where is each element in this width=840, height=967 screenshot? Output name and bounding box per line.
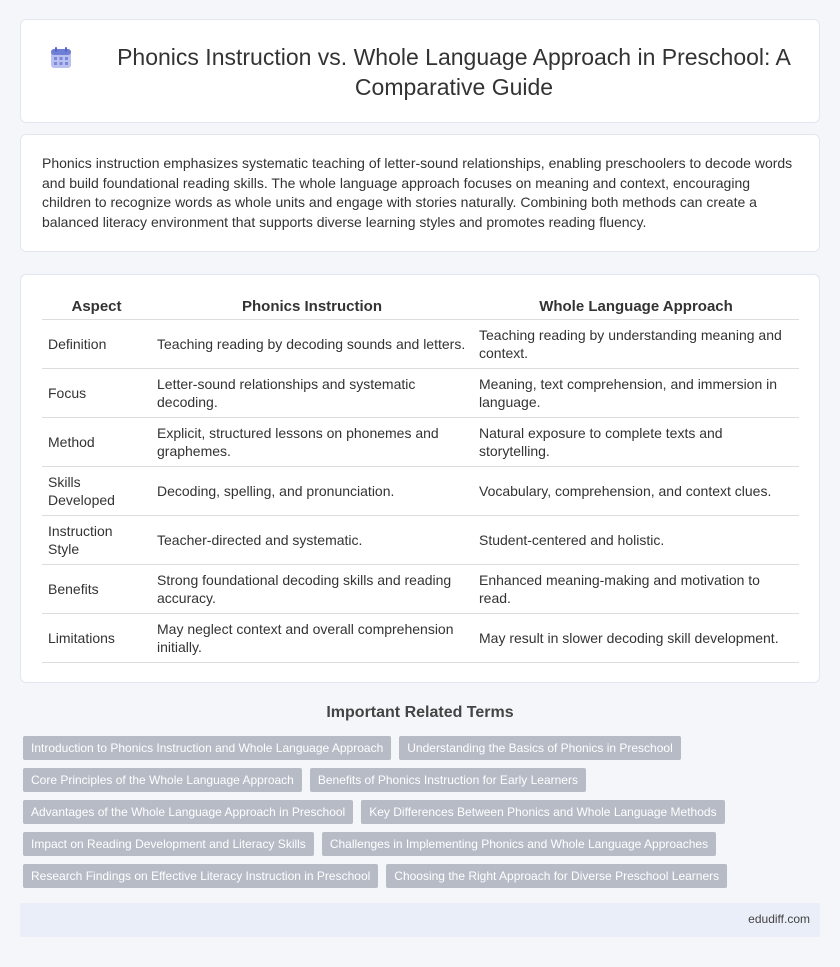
phonics-cell: May neglect context and overall comprehension initially. — [151, 613, 473, 662]
related-term-link[interactable]: Understanding the Basics of Phonics in Preschool — [399, 736, 680, 760]
related-term-link[interactable]: Benefits of Phonics Instruction for Early Learners — [310, 768, 586, 792]
comparison-table — [42, 295, 799, 663]
aspect-cell: Skills Developed — [42, 466, 151, 515]
related-term-link[interactable]: Advantages of the Whole Language Approach in Preschool — [23, 800, 353, 824]
footer — [20, 903, 820, 937]
tag-row — [23, 832, 823, 856]
whole-language-cell: Meaning, text comprehension, and immersion in language. — [473, 368, 799, 417]
header-aspect: Aspect — [42, 295, 151, 319]
header-whole-language: Whole Language Approach — [473, 295, 799, 319]
related-term-link[interactable]: Impact on Reading Development and Literacy Skills — [23, 832, 314, 856]
header-phonics: Phonics Instruction — [151, 295, 473, 319]
tag-row — [23, 768, 823, 792]
related-term-link[interactable]: Introduction to Phonics Instruction and Whole Language Approach — [23, 736, 391, 760]
intro-paragraph: Phonics instruction emphasizes systematic teaching of letter-sound relationships, enabling preschoolers to decode words and build foundational reading skills. The whole language approach focuses on meaning and context, encouraging children to recognize words as whole units and engage with stories naturally. Combining both methods can create a balanced literacy environment that supports diverse learning styles and promotes reading fluency. — [42, 155, 793, 230]
related-term-link[interactable]: Research Findings on Effective Literacy Instruction in Preschool — [23, 864, 378, 888]
title-card — [20, 19, 820, 123]
phonics-cell: Strong foundational decoding skills and reading accuracy. — [151, 564, 473, 613]
related-term-link[interactable]: Choosing the Right Approach for Diverse Preschool Learners — [386, 864, 727, 888]
table-row — [42, 613, 799, 662]
aspect-cell: Benefits — [42, 564, 151, 613]
aspect-cell: Definition — [42, 319, 151, 368]
aspect-cell: Instruction Style — [42, 515, 151, 564]
phonics-cell: Decoding, spelling, and pronunciation. — [151, 466, 473, 515]
table-row — [42, 564, 799, 613]
whole-language-cell: Enhanced meaning-making and motivation to read. — [473, 564, 799, 613]
tag-row — [23, 864, 823, 888]
whole-language-cell: Student-centered and holistic. — [473, 515, 799, 564]
aspect-cell: Focus — [42, 368, 151, 417]
whole-language-cell: Teaching reading by understanding meaning and context. — [473, 319, 799, 368]
table-row — [42, 417, 799, 466]
related-term-link[interactable]: Key Differences Between Phonics and Whole Language Methods — [361, 800, 724, 824]
whole-language-cell: Natural exposure to complete texts and storytelling. — [473, 417, 799, 466]
table-row — [42, 515, 799, 564]
whole-language-cell: Vocabulary, comprehension, and context clues. — [473, 466, 799, 515]
table-row — [42, 319, 799, 368]
related-term-link[interactable]: Core Principles of the Whole Language Approach — [23, 768, 302, 792]
related-term-link[interactable]: Challenges in Implementing Phonics and Whole Language Approaches — [322, 832, 716, 856]
table-header-row — [42, 295, 799, 319]
tag-row — [23, 800, 823, 824]
aspect-cell: Method — [42, 417, 151, 466]
table-row — [42, 368, 799, 417]
page-title: Phonics Instruction vs. Whole Language Approach in Preschool: A Comparative Guide — [117, 44, 791, 100]
intro-card — [20, 134, 820, 252]
aspect-cell: Limitations — [42, 613, 151, 662]
comparison-card — [20, 274, 820, 683]
tag-row — [23, 736, 823, 760]
footer-site-name[interactable]: edudiff.com — [748, 912, 810, 926]
related-terms-list — [23, 736, 823, 896]
phonics-cell: Teaching reading by decoding sounds and letters. — [151, 319, 473, 368]
table-row — [42, 466, 799, 515]
calendar-icon — [49, 46, 73, 70]
phonics-cell: Letter-sound relationships and systematic decoding. — [151, 368, 473, 417]
phonics-cell: Explicit, structured lessons on phonemes and graphemes. — [151, 417, 473, 466]
phonics-cell: Teacher-directed and systematic. — [151, 515, 473, 564]
related-terms-heading: Important Related Terms — [326, 704, 514, 721]
whole-language-cell: May result in slower decoding skill development. — [473, 613, 799, 662]
